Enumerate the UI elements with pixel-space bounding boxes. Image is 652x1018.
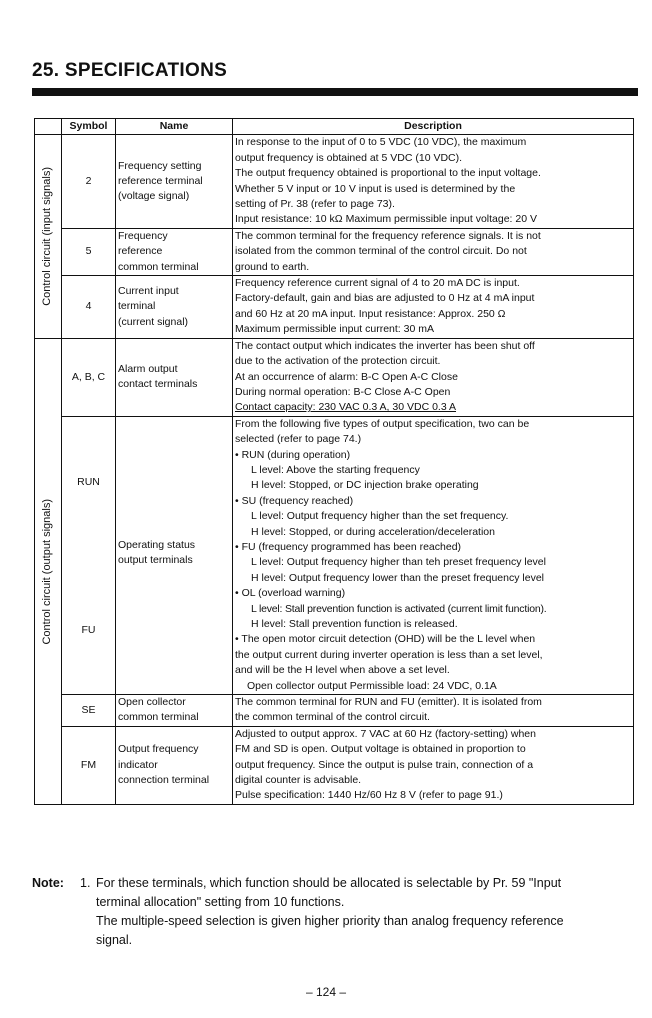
header-description: Description bbox=[233, 119, 634, 135]
name-cell: Open collector common terminal bbox=[116, 695, 233, 727]
name-cell: Frequency reference common terminal bbox=[116, 228, 233, 275]
name-cell: Current input terminal (current signal) bbox=[116, 276, 233, 339]
table-row bbox=[35, 135, 634, 228]
name-cell: Operating status output terminals bbox=[116, 416, 233, 694]
table-row bbox=[35, 726, 634, 804]
corner-cell bbox=[35, 119, 62, 135]
spec-table bbox=[34, 118, 634, 805]
note-label: Note: bbox=[32, 876, 64, 890]
table-header-row bbox=[35, 119, 634, 135]
symbol-cell bbox=[62, 416, 116, 694]
description-cell: The contact output which indicates the inverter has been shut off due to the activation of the protection circuit. At an occurrence of alarm: B-C Open A-C Close During normal operation: B-C Close A-C Open Contact capacity: 230 VAC 0.3 A, 30 VDC 0.3 A bbox=[233, 338, 634, 416]
symbol-cell: 4 bbox=[62, 276, 116, 339]
symbol-cell: FM bbox=[62, 726, 116, 804]
table-row bbox=[35, 338, 634, 416]
note-body: For these terminals, which function should be allocated is selectable by Pr. 59 "Input terminal allocation" setting from 10 functions. The multiple-speed selection is given higher priority than analog frequency reference signal. bbox=[96, 876, 564, 947]
description-cell: From the following five types of output specification, two can be selected (refer to page 74.) • RUN (during operation) L level: Above the starting frequency H level: Stopped, or DC injection brake operating • SU (frequency reached) L level: Output frequency higher than the set frequency. H level: Stopped, or during acceleration/deceleration • FU (frequency programmed has been reached) L level: Output frequency higher than teh preset frequency level H level: Output frequency lower than the preset frequency level • OL (overload warning) L level: Stall prevention function is activated (current limit function). H level: Stall prevention function is released. • The open motor circuit detection (OHD) will be the L level when the output current during inverter operation is less than a set level, and will be the H level when above a set level. Open collector output Permissible load: 24 VDC, 0.1A bbox=[233, 416, 634, 694]
description-cell: The common terminal for RUN and FU (emitter). It is isolated from the common terminal of the control circuit. bbox=[233, 695, 634, 727]
note-number: 1. bbox=[80, 876, 91, 890]
symbol-fu: FU bbox=[81, 623, 96, 636]
symbol-cell: A, B, C bbox=[62, 338, 116, 416]
page-title: 25. SPECIFICATIONS bbox=[32, 60, 228, 81]
table-row bbox=[35, 695, 634, 727]
description-cell: Frequency reference current signal of 4 to 20 mA DC is input. Factory-default, gain and bias are adjusted to 0 Hz at 4 mA input and 60 Hz at 20 mA input. Input resistance: Approx. 250 Ω Maximum permissible input current: 30 mA bbox=[233, 276, 634, 339]
symbol-cell: 5 bbox=[62, 228, 116, 275]
page-number: – 124 – bbox=[305, 985, 347, 999]
group-label-input: Control circuit (input signals) bbox=[35, 135, 62, 338]
group-label-output: Control circuit (output signals) bbox=[35, 338, 62, 804]
header-symbol: Symbol bbox=[62, 119, 116, 135]
note bbox=[32, 874, 642, 950]
header-name: Name bbox=[116, 119, 233, 135]
description-cell: In response to the input of 0 to 5 VDC (10 VDC), the maximum output frequency is obtained at 5 VDC (10 VDC). The output frequency obtained is proportional to the input voltage. Whether 5 V input or 10 V input is used is determined by the setting of Pr. 38 (refer to page 73). Input resistance: 10 kΩ Maximum permissible input voltage: 20 V bbox=[233, 135, 634, 228]
name-cell: Alarm output contact terminals bbox=[116, 338, 233, 416]
description-cell: Adjusted to output approx. 7 VAC at 60 Hz (factory-setting) when FM and SD is open. Output voltage is obtained in proportion to output frequency. Since the output is pulse train, connection of a digital counter is advisable. Pulse specification: 1440 Hz/60 Hz 8 V (refer to page 91.) bbox=[233, 726, 634, 804]
name-cell: Output frequency indicator connection terminal bbox=[116, 726, 233, 804]
description-cell: The common terminal for the frequency reference signals. It is not isolated from the common terminal of the control circuit. Do not ground to earth. bbox=[233, 228, 634, 275]
name-cell: Frequency setting reference terminal (voltage signal) bbox=[116, 135, 233, 228]
symbol-cell: 2 bbox=[62, 135, 116, 228]
table-row bbox=[35, 276, 634, 339]
table-row bbox=[35, 228, 634, 275]
symbol-cell: SE bbox=[62, 695, 116, 727]
title-rule bbox=[32, 88, 638, 96]
symbol-run: RUN bbox=[77, 475, 100, 488]
table-row bbox=[35, 416, 634, 694]
